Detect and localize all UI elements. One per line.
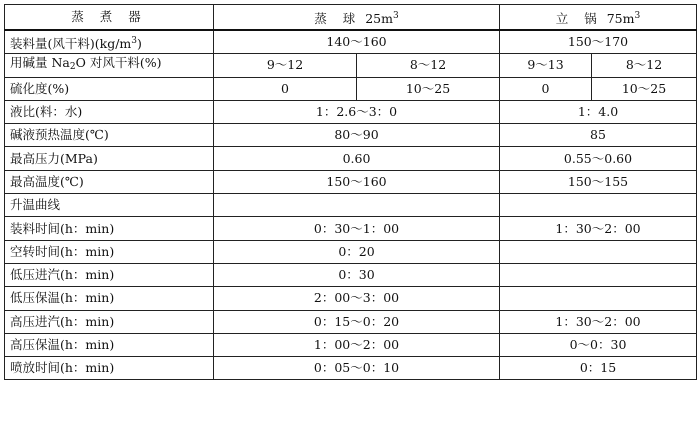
alkali-label-subscript: 2 (69, 62, 76, 73)
table-row-pressure (5, 147, 697, 170)
sulfidity-sphere-value-a: 0 (214, 77, 357, 100)
row-label-preheat: 碱液预热温度(℃) (5, 124, 214, 147)
row-label-hp-steam: 高压进汽(h：min) (5, 310, 214, 333)
header-sphere-size-exponent: 3 (393, 10, 399, 21)
sulfidity-pot-value-b: 10～25 (592, 77, 697, 100)
header-sphere-size: 25m (365, 10, 393, 26)
table-row-idle-time (5, 240, 697, 263)
row-label-loading-time: 装料时间(h：min) (5, 217, 214, 240)
blow-time-sphere-value: 0：05～0：10 (214, 357, 500, 380)
alkali-sphere-value-b: 8～12 (357, 54, 500, 77)
header-sphere-label: 蒸 球 (314, 10, 362, 26)
table-row-lp-hold (5, 287, 697, 310)
table-row-sulfidity (5, 77, 697, 100)
curve-sphere-empty (214, 194, 500, 217)
row-label-idle-time: 空转时间(h：min) (5, 240, 214, 263)
row-label-lp-steam: 低压进汽(h：min) (5, 263, 214, 286)
table-row-loading-time (5, 217, 697, 240)
row-label-lp-hold: 低压保温(h：min) (5, 287, 214, 310)
table-row-hp-steam (5, 310, 697, 333)
row-label-alkali (5, 54, 214, 77)
row-label-load (5, 30, 214, 54)
preheat-pot-value: 85 (500, 124, 697, 147)
table-row-lp-steam (5, 263, 697, 286)
alkali-label-text: 用碱量 Na (10, 55, 70, 71)
hp-hold-sphere-value: 1：00～2：00 (214, 333, 500, 356)
table-row-curve (5, 194, 697, 217)
header-pot-size: 75m (606, 10, 635, 26)
alkali-pot-value-b: 8～12 (592, 54, 697, 77)
pressure-pot-value: 0.55～0.60 (500, 147, 697, 170)
table-row-alkali (5, 54, 697, 77)
sulfidity-pot-value-a: 0 (500, 77, 592, 100)
header-row (5, 5, 697, 31)
temperature-pot-value: 150～155 (500, 170, 697, 193)
load-pot-value: 150～170 (500, 30, 697, 54)
sulfidity-sphere-value-b: 10～25 (357, 77, 500, 100)
pressure-sphere-value: 0.60 (214, 147, 500, 170)
row-label-blow-time: 喷放时间(h：min) (5, 357, 214, 380)
ratio-sphere-value: 1：2.6～3：0 (214, 100, 500, 123)
row-label-sulfidity: 硫化度(%) (5, 77, 214, 100)
hp-steam-sphere-value: 0：15～0：20 (214, 310, 500, 333)
hp-hold-pot-value: 0～0：30 (500, 333, 697, 356)
row-label-hp-hold: 高压保温(h：min) (5, 333, 214, 356)
header-pot-label: 立 锅 (555, 10, 603, 26)
idle-time-pot-empty (500, 240, 697, 263)
table-row-hp-hold (5, 333, 697, 356)
row-label-curve: 升温曲线 (5, 194, 214, 217)
table-row-load (5, 30, 697, 54)
row-label-temperature: 最高温度(℃) (5, 170, 214, 193)
loading-time-pot-value: 1：30～2：00 (500, 217, 697, 240)
ratio-pot-value: 1：4.0 (500, 100, 697, 123)
header-digester-label: 蒸 煮 器 (71, 9, 147, 24)
row-label-pressure: 最高压力(MPa) (5, 147, 214, 170)
header-digester-cell (5, 5, 214, 31)
alkali-sphere-value-a: 9～12 (214, 54, 357, 77)
lp-hold-pot-empty (500, 287, 697, 310)
digester-spec-table (4, 4, 697, 380)
table-row-blow-time (5, 357, 697, 380)
alkali-pot-value-a: 9～13 (500, 54, 592, 77)
load-sphere-value: 140～160 (214, 30, 500, 54)
preheat-sphere-value: 80～90 (214, 124, 500, 147)
cooking-parameters-document (4, 4, 696, 424)
idle-time-sphere-value: 0：20 (214, 240, 500, 263)
row-label-ratio: 液比(料：水) (5, 100, 214, 123)
load-label-text: 装料量(风干料)(kg/m (10, 35, 132, 51)
table-row-preheat (5, 124, 697, 147)
header-pot-cell (500, 5, 697, 31)
blow-time-pot-value: 0：15 (500, 357, 697, 380)
curve-pot-empty (500, 194, 697, 217)
temperature-sphere-value: 150～160 (214, 170, 500, 193)
hp-steam-pot-value: 1：30～2：00 (500, 310, 697, 333)
lp-steam-pot-empty (500, 263, 697, 286)
table-row-temperature (5, 170, 697, 193)
header-pot-size-exponent: 3 (634, 10, 641, 21)
load-label-close: ) (137, 35, 142, 51)
lp-hold-sphere-value: 2：00～3：00 (214, 287, 500, 310)
alkali-label-rest: O 对风干料(%) (75, 55, 162, 71)
lp-steam-sphere-value: 0：30 (214, 263, 500, 286)
load-label-exponent: 3 (131, 35, 138, 46)
header-sphere-cell (214, 5, 500, 31)
table-row-ratio (5, 100, 697, 123)
loading-time-sphere-value: 0：30～1：00 (214, 217, 500, 240)
